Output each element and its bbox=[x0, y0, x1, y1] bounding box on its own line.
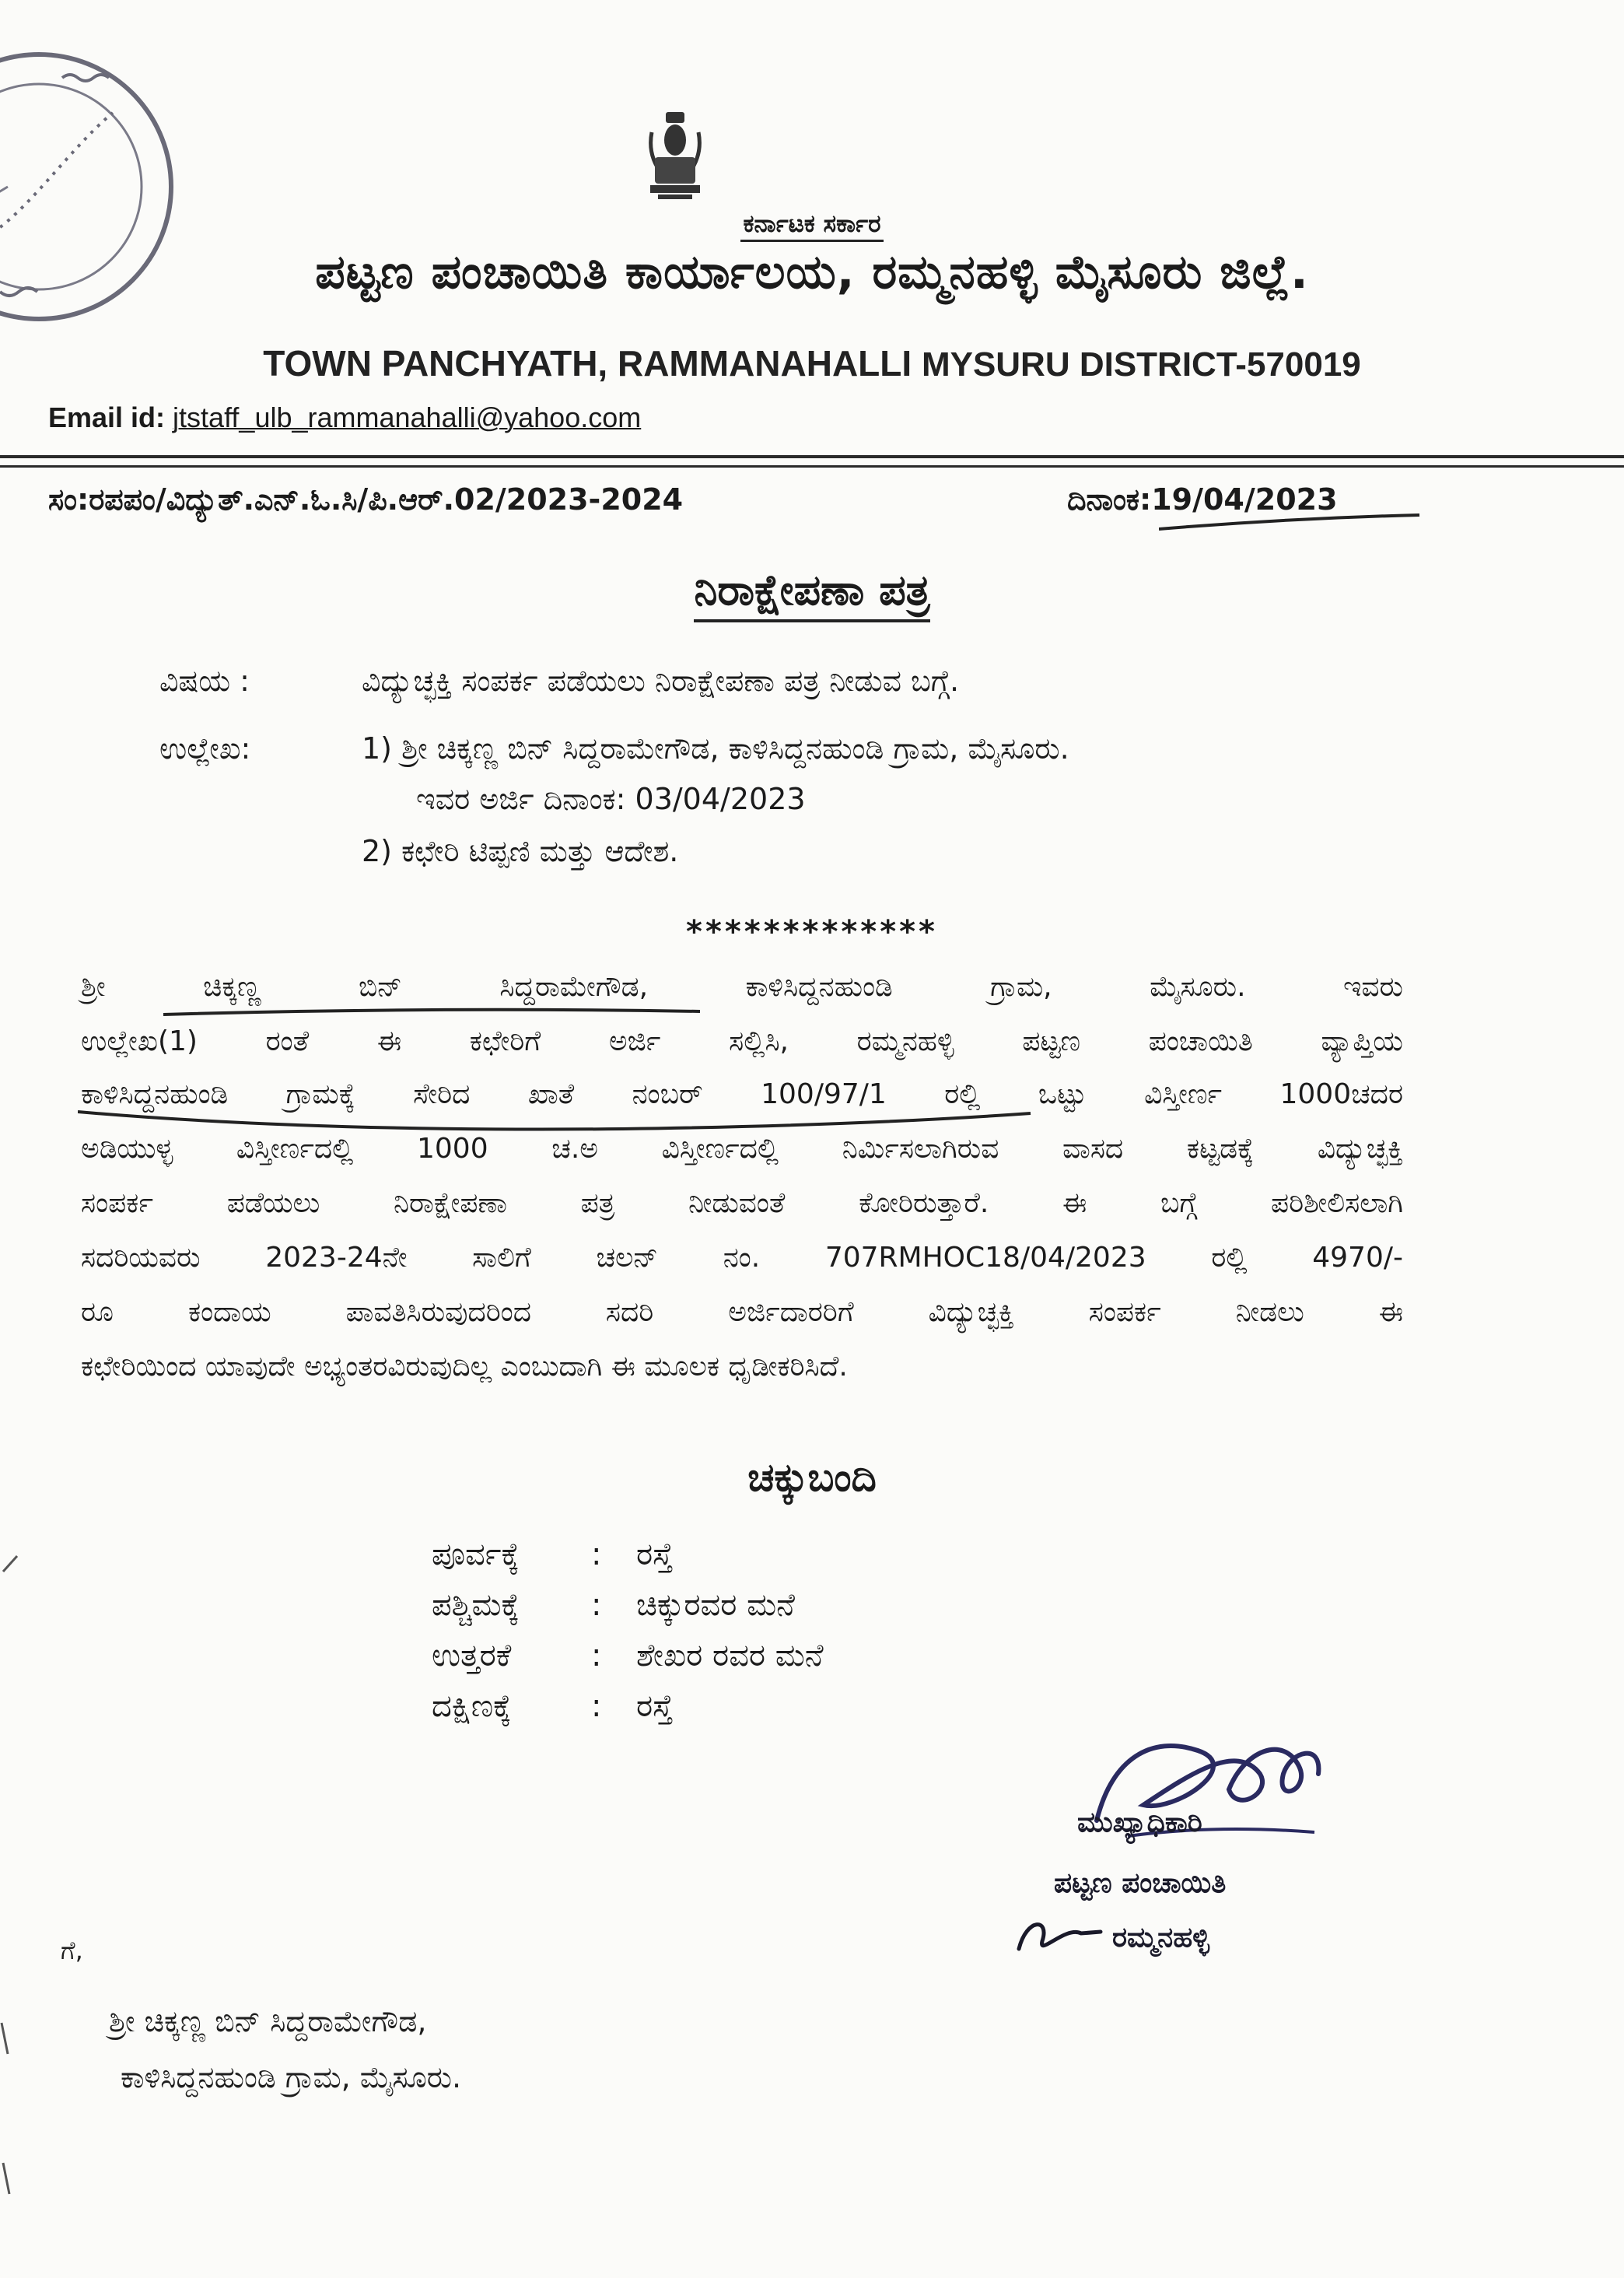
body-underline-khata bbox=[78, 1109, 1034, 1140]
body-line-1: ಶ್ರೀ ಚಿಕ್ಕಣ್ಣ ಬಿನ್ ಸಿದ್ದರಾಮೇಗೌಡ, ಕಾಳಿಸಿದ್ದನಹುಂಡಿ ಗ್ರಾಮ, ಮೈಸೂರು. ಇವರು bbox=[81, 971, 1403, 1003]
boundaries-title: ಚಕ್ಕುಬಂದಿ bbox=[747, 1455, 877, 1500]
references-label: ಉಲ್ಲೇಖ: bbox=[159, 731, 251, 766]
date-value: 19/04/2023 bbox=[1151, 482, 1338, 517]
date-line bbox=[1067, 482, 1338, 517]
reference-item-1-date: ಇವರ ಅರ್ಜಿ ದಿನಾಂಕ: 03/04/2023 bbox=[416, 782, 806, 816]
signatory-designation: ಮುಖ್ಯಾಧಿಕಾರಿ bbox=[1077, 1807, 1202, 1838]
body-line-5: ಸಂಪರ್ಕ ಪಡೆಯಲು ನಿರಾಕ್ಷೇಪಣಾ ಪತ್ರ ನೀಡುವಂತೆ ಕೋರಿರುತ್ತಾರೆ. ಈ ಬಗ್ಗೆ ಪರಿಶೀಲಿಸಲಾಗಿ bbox=[81, 1187, 1403, 1219]
boundary-direction-north: ಉತ್ತರಕೆ bbox=[432, 1638, 512, 1673]
body-line-2: ಉಲ್ಲೇಖ(1) ರಂತೆ ಈ ಕಛೇರಿಗೆ ಅರ್ಜಿ ಸಲ್ಲಿಸಿ, ರಮ್ಮನಹಳ್ಳಿ ಪಟ್ಟಣ ಪಂಚಾಯಿತಿ ವ್ಯಾಪ್ತಿಯ bbox=[81, 1025, 1403, 1057]
office-name-english-part1: TOWN PANCHYATH, RAMMANAHALLI bbox=[263, 343, 912, 384]
date-label: ದಿನಾಂಕ: bbox=[1067, 482, 1152, 517]
recipient-prefix: ಗೆ, bbox=[61, 1936, 83, 1965]
boundary-direction-east: ಪೂರ್ವಕ್ಕೆ bbox=[432, 1537, 520, 1572]
reference-item-1: 1) ಶ್ರೀ ಚಿಕ್ಕಣ್ಣ ಬಿನ್ ಸಿದ್ದರಾಮೇಗೌಡ, ಕಾಳಿಸಿದ್ದನಹುಂಡಿ ಗ್ರಾಮ, ಮೈಸೂರು. bbox=[362, 731, 1069, 766]
scan-edge-marks bbox=[0, 1478, 31, 2256]
boundary-colon-east: : bbox=[591, 1537, 602, 1572]
office-name-kannada: ಪಟ್ಟಣ ಪಂಚಾಯಿತಿ ಕಾರ್ಯಾಲಯ, ರಮ್ಮನಹಳ್ಳಿ ಮೈಸೂರು ಜಿಲ್ಲೆ. bbox=[315, 245, 1309, 300]
boundary-value-north: ಶೇಖರ ರವರ ಮನೆ bbox=[636, 1638, 824, 1673]
signatory-initial bbox=[1011, 1910, 1104, 1964]
office-name-english-part2: MYSURU DISTRICT-570019 bbox=[921, 345, 1361, 384]
boundary-value-west: ಚಿಕ್ಕುರವರ ಮನೆ bbox=[636, 1587, 795, 1623]
email-address: jtstaff_ulb_rammanahalli@yahoo.com bbox=[173, 401, 642, 433]
signatory-office: ಪಟ್ಟಣ ಪಂಚಾಯಿತಿ bbox=[1054, 1867, 1227, 1899]
karnataka-emblem-icon bbox=[642, 109, 708, 202]
reference-item-2: 2) ಕಛೇರಿ ಟಿಪ್ಪಣಿ ಮತ್ತು ಆದೇಶ. bbox=[362, 834, 679, 868]
boundary-value-south: ರಸ್ತೆ bbox=[636, 1688, 674, 1724]
date-underline bbox=[1159, 513, 1423, 537]
subject-label: ವಿಷಯ : bbox=[159, 664, 250, 698]
recipient-line-1: ಶ್ರೀ ಚಿಕ್ಕಣ್ಣ ಬಿನ್ ಸಿದ್ದರಾಮೇಗೌಡ, bbox=[109, 2004, 427, 2038]
body-line-3: ಕಾಳಿಸಿದ್ದನಹುಂಡಿ ಗ್ರಾಮಕ್ಕೆ ಸೇರಿದ ಖಾತೆ ನಂಬರ್ 100/97/1 ರಲ್ಲಿ ಒಟ್ಟು ವಿಸ್ತೀರ್ಣ 1000ಚದರ bbox=[81, 1078, 1403, 1110]
boundary-direction-west: ಪಶ್ಚಿಮಕ್ಕೆ bbox=[432, 1587, 520, 1623]
body-line-4: ಅಡಿಯುಳ್ಳ ವಿಸ್ತೀರ್ಣದಲ್ಲಿ 1000 ಚ.ಅ ವಿಸ್ತೀರ್ಣದಲ್ಲಿ ನಿರ್ಮಿಸಲಾಗಿರುವ ವಾಸದ ಕಟ್ಟಡಕ್ಕೆ ವಿದ್ಯುಚ್ಛಕ್ತಿ bbox=[81, 1133, 1403, 1165]
document-title: ನಿರಾಕ್ಷೇಪಣಾ ಪತ್ರ bbox=[0, 566, 1624, 615]
header-rule-top bbox=[0, 455, 1624, 458]
separator-stars: ************* bbox=[686, 914, 938, 950]
boundary-colon-south: : bbox=[591, 1688, 602, 1724]
body-underline-name bbox=[163, 1004, 708, 1027]
email-label: Email id: bbox=[48, 401, 166, 433]
signatory-place: ರಮ್ಮನಹಳ್ಳಿ bbox=[1112, 1922, 1210, 1954]
body-line-6: ಸದರಿಯವರು 2023-24ನೇ ಸಾಲಿಗೆ ಚಲನ್ ನಂ. 707RMHOC18/04/2023 ರಲ್ಲಿ 4970/- bbox=[81, 1242, 1403, 1274]
office-name-english bbox=[0, 342, 1624, 384]
email-line bbox=[48, 401, 641, 434]
boundary-value-east: ರಸ್ತೆ bbox=[636, 1537, 674, 1572]
government-heading: ಕರ್ನಾಟಕ ಸರ್ಕಾರ bbox=[0, 210, 1624, 239]
body-line-8: ಕಛೇರಿಯಿಂದ ಯಾವುದೇ ಅಭ್ಯಂತರವಿರುವುದಿಲ್ಲ ಎಂಬುದಾಗಿ ಈ ಮೂಲಕ ಧೃಡೀಕರಿಸಿದೆ. bbox=[81, 1351, 848, 1383]
boundary-colon-north: : bbox=[591, 1638, 602, 1673]
boundary-direction-south: ದಕ್ಷಿಣಕ್ಕೆ bbox=[432, 1688, 512, 1724]
recipient-line-2: ಕಾಳಿಸಿದ್ದನಹುಂಡಿ ಗ್ರಾಮ, ಮೈಸೂರು. bbox=[121, 2060, 462, 2094]
body-line-7: ರೂ ಕಂದಾಯ ಪಾವತಿಸಿರುವುದರಿಂದ ಸದರಿ ಅರ್ಜಿದಾರರಿಗೆ ವಿದ್ಯುಚ್ಛಕ್ತಿ ಸಂಪರ್ಕ ನೀಡಲು ಈ bbox=[81, 1296, 1403, 1328]
reference-number: ಸಂ:ರಪಪಂ/ವಿದ್ಯುತ್.ಎನ್.ಓ.ಸಿ/ಪಿ.ಆರ್.02/2023-2024 bbox=[48, 482, 684, 517]
boundary-colon-west: : bbox=[591, 1587, 602, 1623]
subject-text: ವಿದ್ಯುಚ್ಛಕ್ತಿ ಸಂಪರ್ಕ ಪಡೆಯಲು ನಿರಾಕ್ಷೇಪಣಾ ಪತ್ರ ನೀಡುವ ಬಗ್ಗೆ. bbox=[362, 664, 960, 698]
header-rule-bottom bbox=[0, 465, 1624, 468]
